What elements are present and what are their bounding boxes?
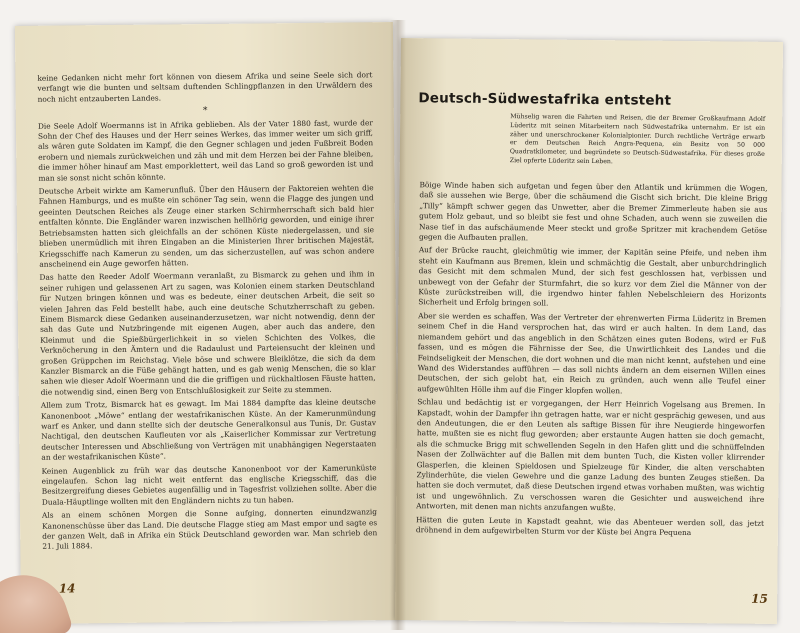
- paragraph: Böige Winde haben sich aufgetan und fegen über den Atlantik und krümmen die Wogen, daß sie aussehen wie Berge, über die schäumend die Gischt sich bricht. Die kleine Brigg „Tilly“ kämpft schwer gegen das Unwetter, aber die Bremer Zimmerleute haben sie aus gutem Holz gebaut, und so bleibt sie fest und ohne Schaden, auch wenn sie zuweilen die Nase tief in das aufschäumende Meer steckt und große Spritzer mit krachendem Getöse gegen die Aufbauten prallen.: [418, 180, 768, 243]
- right-page-text: [416, 180, 768, 542]
- paragraph: Hätten die guten Leute in Kapstadt geahnt, wie das Abenteuer werden soll, das jetzt dröhnend in dem aufgewirbelten Sturm vor der Küste bei Angra Pequena: [415, 514, 765, 538]
- chapter-intro: Mühselig waren die Fahrten und Reisen, die der Bremer Großkaufmann Adolf Lüderitz mit seinen Mitarbeitern nach Südwestafrika unternahm. Er ist ein zäher und unerschrockener Kolonialpionier. Durch rechtliche Verträge erwarb er dem Deutschen Reich Angra-Pequena, ein Besitz von 50 000 Quadratkilometer, und begründete so Deutsch-Südwestafrika. Für dieses große Ziel opferte Lüderitz sein Leben.: [509, 113, 766, 166]
- page-number: 15: [751, 591, 768, 606]
- paragraph: Das hatte den Reeder Adolf Woermann veranlaßt, zu Bismarck zu gehen und ihm in seiner ruhigen und gelassenen Art zu sagen, was Kolonien einem starken Deutschland für Nutzen bringen können und was es bedeute, einer deutschen Arbeit, die seit so vielen Jahren das Feld bestellt habe, auch eine deutsche Schutzherrschaft zu geben. Einem Bismarck diese Gedanken auseinanderzusetzen, war nicht notwendig, denn der sah das Gute und Nutzbringende mit eigenen Augen, aber auch das andere, den Kleinmut und die Spießbürgerlichkeit in so vielen Schichten des Volkes, die Verknöcherung in den Ämtern und die Radaulust und Parteiensucht der kleinen und großen Grüppchen im Reichstag. Viele böse und schwere Bleiklötze, die sich da dem Kanzler Bismarck an die Füße gehängt hatten, und es gab wenig Menschen, die so klar sahen wie dieser Adolf Woermann und die die griffigen und rückhaltlosen Fäuste hatten, die notwendig sind, einen Berg von Entschlußlosigkeit zur Seite zu stemmen.: [39, 269, 376, 397]
- left-page: [15, 22, 399, 624]
- right-page: [395, 38, 783, 624]
- paragraph: Die Seele Adolf Woermanns ist in Afrika geblieben. Als der Vater 1880 fast, wurde der Sohn der Chef des Hauses und der Herr seines Werkes, das immer weiter um sich griff, als wären gute Soldaten im Kampf, die den Gegner schlagen und jeden Fußbreit Boden erobern und niemals zurückweichen und zäh und mit dem Herzen bei der Fahne bleiben, die immer höher hinauf am Mast emporklettert, weil das Land so groß geworden ist und man sie sonst nicht schön könnte.: [37, 117, 374, 183]
- left-page-text: [37, 70, 377, 555]
- page-number: 14: [58, 581, 76, 596]
- paragraph: Deutsche Arbeit wirkte am Kamerunfluß. Über den Häusern der Faktoreien wehten die Fahnen Hamburgs, und es mußte ein schöner Tag sein, wenn die Flagge des jungen und geeinten Deutschen Reiches als Zeuge einer starken Schirmherrschaft sich bald hier entfalten könnte. Die Engländer waren inzwischen hellhörig geworden, und einige ihrer Betriebsamsten hatten sich gleichfalls an der schönen Küste niedergelassen, und sie blieben unermüdlich mit ihren Eingaben an die Ministerien Ihrer britischen Majestät, Kriegsschiffe nach Kamerun zu senden, um das sicherzustellen, auf was schon andere anscheinend ein Auge geworfen hätten.: [38, 183, 375, 269]
- book-gutter: [390, 20, 406, 630]
- paragraph: keine Gedanken nicht mehr fort können von diesem Afrika und seine Seele sich dort verfangt wie die bunten und seltsam duftenden Schlingpflanzen in den Urwäldern des noch nicht entzauberten Landes.: [37, 70, 373, 104]
- paragraph: Schlau und bedächtig ist er vorgegangen, der Herr Heinrich Vogelsang aus Bremen. In Kapstadt, wohin der Dampfer ihn getragen hatte, war er nicht gesprächig gewesen, und aus den Andeutungen, die er den Leuten als saftige Bissen für ihre Neugierde hingeworfen hatte, mußten sie es nicht flug geworden; aber erstaunte Augen hatten sie doch gemacht, als die schmucke Brigg mit schwellenden Segeln in den Hafen glitt und die schnüffelnden Nasen der Zollwächter auf die Ballen mit dem bunten Tuch, die Kisten voller klirrender Glasperlen, die kleinen Spieldosen und Spielzeuge für Kinder, die alten verschabten Zylinderhüte, die vielen Gewehre und die ganze Ladung des bunten Zeuges stießen. Da hatten sie doch vermutet, daß diese Deutschen irgend etwas vorhaben mußten, was wichtig ist und ungewöhnlich. Zu verschossen waren die Gesichter und ausweichend ihre Antworten, mit denen man nichts anzufangen wußte.: [416, 397, 766, 513]
- paragraph: Keinen Augenblick zu früh war das deutsche Kanonenboot vor der Kamerunküste eingelaufen. Schon lag nicht weit entfernt das englische Kriegsschiff, das die Besitzergreifung dieses Gebietes augenfällig und in Tagesfrist vollziehen sollte. Aber die Duala-Häuptlinge wollten mit den Engländern nichts zu tun haben.: [41, 462, 377, 507]
- chapter-heading: Deutsch-Südwestafrika entsteht: [418, 90, 672, 109]
- paragraph: Als an einem schönen Morgen die Sonne aufging, donnerten einundzwanzig Kanonenschüsse über das Land. Die deutsche Flagge stieg am Mast empor und sagte es der ganzen Welt, daß in Afrika ein Stück Deutschland geworden war. Man schrieb den 21. Juli 1884.: [41, 507, 378, 552]
- paragraph: Allem zum Trotz, Bismarck hat es gewagt. Im Mai 1884 dampfte das kleine deutsche Kanonenboot „Möwe“ entlang der westafrikanischen Küste. An der Kamerunmündung warf es Anker, und dann stellte sich der deutsche Generalkonsul aus Tunis, Dr. Gustav Nachtigal, den deutschen Kaufleuten vor als „Kaiserlicher Kommissar zur Vertretung deutscher Interessen und Abschließung von Verträgen mit unabhängigen Negerstaaten an der westafrikanischen Küste“.: [40, 397, 377, 462]
- paragraph: Auf der Brücke raucht, gleichmütig wie immer, der Kapitän seine Pfeife, und neben ihm steht ein Kaufmann aus Bremen, klein und schmächtig die Gestalt, aber unburchdringlich das Gesicht mit dem schmalen Mund, der sich fest geschlossen hat, verbissen und unbewegt von der Gefahr der Sturmfahrt, die so kurz vor dem Ziel die Männer von der Küste zurückstreiben will, die irgendwo hinter fahlen Nebelschleiern des Horizonts Sicherheit und Erfolg bringen soll.: [418, 245, 767, 309]
- paragraph: Aber sie werden es schaffen. Was der Vertreter der ehrenwerten Firma Lüderitz in Bremen seinem Chef in die Hand versprochen hat, das wird er auch halten. In dem Land, das niemandem gehört und das angeblich in den Schätzen eines guten Bodens, wird er Fuß fassen, und es mögen die Fährnisse der See, die Unwirtlichkeit des Landes und die Feindseligkeit der Menschen, die dort wohnen und die man nicht kennt, aufstehen und eine Wand des Widerstandes aufführen — das soll nichts ändern an dem eisernen Willen eines Deutschen, der sich gelobt hat, ein Reich zu gründen, auch wenn alle Teufel einer aufgewühlten Hölle ihm auf die Finger klopfen wollen.: [417, 311, 767, 396]
- section-separator: *: [202, 106, 208, 117]
